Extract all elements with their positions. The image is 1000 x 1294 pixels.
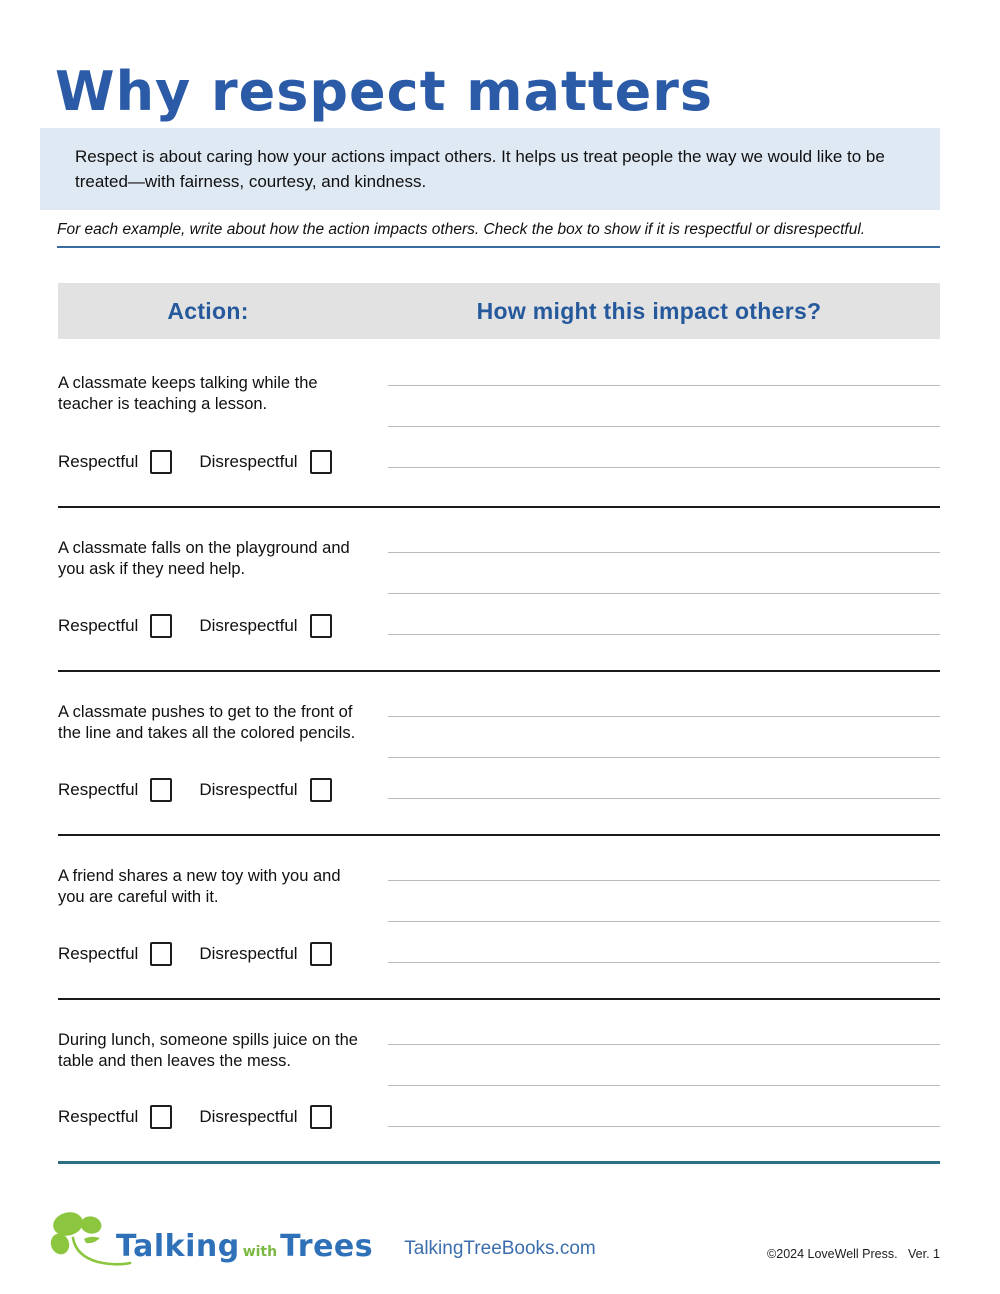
disrespectful-checkbox[interactable] bbox=[310, 942, 332, 966]
action-text: A friend shares a new toy with you and you are careful with it. bbox=[58, 867, 341, 907]
worksheet-row-4 bbox=[58, 836, 940, 1000]
intro-text: Respect is about caring how your actions impact others. It helps us treat people the way we would like to be treated—with fairness, courtesy, and kindness. bbox=[75, 147, 885, 191]
worksheet-row-5 bbox=[58, 1000, 940, 1164]
respectful-checkbox[interactable] bbox=[150, 1105, 172, 1129]
respectful-checkbox[interactable] bbox=[150, 614, 172, 638]
respectful-label: Respectful bbox=[58, 452, 139, 471]
instructions-text: For each example, write about how the action impacts others. Check the box to show if it is respectful or disrespectful. bbox=[57, 221, 940, 248]
writing-line[interactable] bbox=[388, 553, 940, 594]
column-header-action: Action: bbox=[167, 297, 249, 324]
writing-line[interactable] bbox=[388, 840, 940, 881]
worksheet-row-1 bbox=[58, 363, 940, 508]
disrespectful-label: Disrespectful bbox=[199, 452, 298, 471]
copyright-text: ©2024 LoveWell Press. Ver. 1 bbox=[767, 1247, 940, 1261]
writing-line[interactable] bbox=[388, 1004, 940, 1045]
column-header-impact: How might this impact others? bbox=[476, 297, 822, 324]
writing-line[interactable] bbox=[388, 345, 940, 386]
disrespectful-label: Disrespectful bbox=[199, 944, 298, 963]
disrespectful-checkbox[interactable] bbox=[310, 778, 332, 802]
answer-lines bbox=[388, 512, 940, 635]
disrespectful-label: Disrespectful bbox=[199, 616, 298, 635]
disrespectful-checkbox[interactable] bbox=[310, 614, 332, 638]
respectful-label: Respectful bbox=[58, 944, 139, 963]
respectful-checkbox[interactable] bbox=[150, 450, 172, 474]
logo-word-with: with bbox=[242, 1244, 278, 1260]
writing-line[interactable] bbox=[388, 922, 940, 963]
writing-line[interactable] bbox=[388, 1086, 940, 1127]
intro-box bbox=[40, 128, 940, 210]
respectful-label: Respectful bbox=[58, 616, 139, 635]
action-text: During lunch, someone spills juice on the table and then leaves the mess. bbox=[58, 1031, 358, 1071]
answer-lines bbox=[388, 1004, 940, 1127]
table-header bbox=[58, 283, 940, 339]
writing-line[interactable] bbox=[388, 1045, 940, 1086]
worksheet-row-2 bbox=[58, 508, 940, 672]
writing-line[interactable] bbox=[388, 881, 940, 922]
disrespectful-label: Disrespectful bbox=[199, 1107, 298, 1126]
answer-lines bbox=[388, 840, 940, 963]
checkbox-row bbox=[58, 778, 332, 802]
writing-line[interactable] bbox=[388, 594, 940, 635]
writing-line[interactable] bbox=[388, 386, 940, 427]
respectful-label: Respectful bbox=[58, 780, 139, 799]
writing-line[interactable] bbox=[388, 758, 940, 799]
writing-line[interactable] bbox=[388, 717, 940, 758]
answer-lines bbox=[388, 676, 940, 799]
action-text: A classmate pushes to get to the front of the line and takes all the colored pencils. bbox=[58, 703, 356, 743]
disrespectful-checkbox[interactable] bbox=[310, 1105, 332, 1129]
respectful-checkbox[interactable] bbox=[150, 942, 172, 966]
logo-word-trees: Trees bbox=[280, 1229, 374, 1264]
website-link[interactable]: TalkingTreeBooks.com bbox=[404, 1238, 596, 1259]
disrespectful-checkbox[interactable] bbox=[310, 450, 332, 474]
answer-lines bbox=[388, 345, 940, 468]
checkbox-row bbox=[58, 942, 332, 966]
respectful-checkbox[interactable] bbox=[150, 778, 172, 802]
respectful-label: Respectful bbox=[58, 1107, 139, 1126]
page-title: Why respect matters bbox=[55, 60, 714, 123]
checkbox-row bbox=[58, 450, 332, 474]
logo-word-talking: Talking bbox=[116, 1229, 240, 1264]
worksheet-rows bbox=[58, 363, 940, 1164]
action-text: A classmate keeps talking while the teacher is teaching a lesson. bbox=[58, 374, 318, 414]
checkbox-row bbox=[58, 1105, 332, 1129]
checkbox-row bbox=[58, 614, 332, 638]
writing-line[interactable] bbox=[388, 512, 940, 553]
action-text: A classmate falls on the playground and you ask if they need help. bbox=[58, 539, 350, 579]
worksheet-row-3 bbox=[58, 672, 940, 836]
disrespectful-label: Disrespectful bbox=[199, 780, 298, 799]
writing-line[interactable] bbox=[388, 676, 940, 717]
writing-line[interactable] bbox=[388, 427, 940, 468]
